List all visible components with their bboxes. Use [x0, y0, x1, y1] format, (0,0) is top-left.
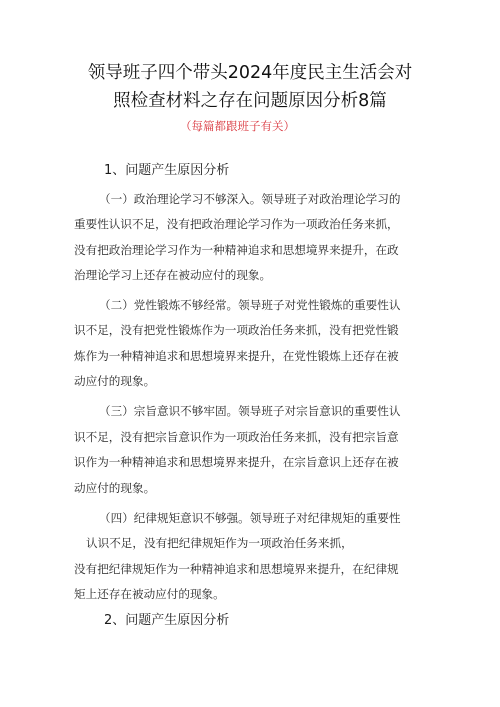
paragraph-3-line-2: 识不足，没有把宗旨意识作为一项政治任务来抓，没有把宗旨意 [74, 430, 399, 444]
section-heading-1: 1、问题产生原因分析 [104, 163, 230, 178]
paragraph-3-line-1: （三）宗旨意识不够牢固。领导班子对宗旨意识的重要性认 [99, 404, 401, 418]
paragraph-4-line-3: 没有把纪律规矩作为一种精神追求和思想境界来提升，在纪律规 [74, 562, 399, 576]
document-subtitle: （每篇都跟班子有关） [180, 119, 295, 133]
paragraph-1-line-1: （一）政治理论学习不够深入。领导班子对政治理论学习的 [99, 192, 401, 206]
paragraph-4-line-4: 矩上还存在被动应付的现象。 [74, 587, 225, 601]
paragraph-4-line-2: 认识不足，没有把纪律规矩作为一项政治任务来抓， [86, 536, 353, 550]
document-title-line-2: 照检查材料之存在问题原因分析8篇 [113, 91, 387, 111]
paragraph-1-line-4: 治理论学习上还存在被动应付的现象。 [74, 268, 272, 282]
paragraph-1-line-2: 重要性认识不足，没有把政治理论学习作为一项政治任务来抓， [74, 217, 399, 231]
paragraph-2-line-1: （二）党性锻炼不够经常。领导班子对党性锻炼的重要性认 [99, 298, 401, 312]
paragraph-2-line-3: 炼作为一种精神追求和思想境界来提升，在党性锻炼上还存在被 [74, 349, 399, 363]
paragraph-2-line-4: 动应付的现象。 [74, 374, 156, 388]
section-heading-2: 2、问题产生原因分析 [104, 613, 230, 628]
paragraph-4-line-1: （四）纪律规矩意识不够强。领导班子对纪律规矩的重要性 [99, 511, 401, 525]
paragraph-3-line-4: 动应付的现象。 [74, 481, 156, 495]
paragraph-3-line-3: 识作为一种精神追求和思想境界来提升，在宗旨意识上还存在被 [74, 455, 399, 469]
paragraph-1-line-3: 没有把政治理论学习作为一种精神追求和思想境界来提升，在政 [74, 243, 399, 257]
document-title-line-1: 领导班子四个带头2024年度民主生活会对 [87, 63, 413, 83]
paragraph-2-line-2: 识不足，没有把党性锻炼作为一项政治任务来抓，没有把党性锻 [74, 323, 399, 337]
